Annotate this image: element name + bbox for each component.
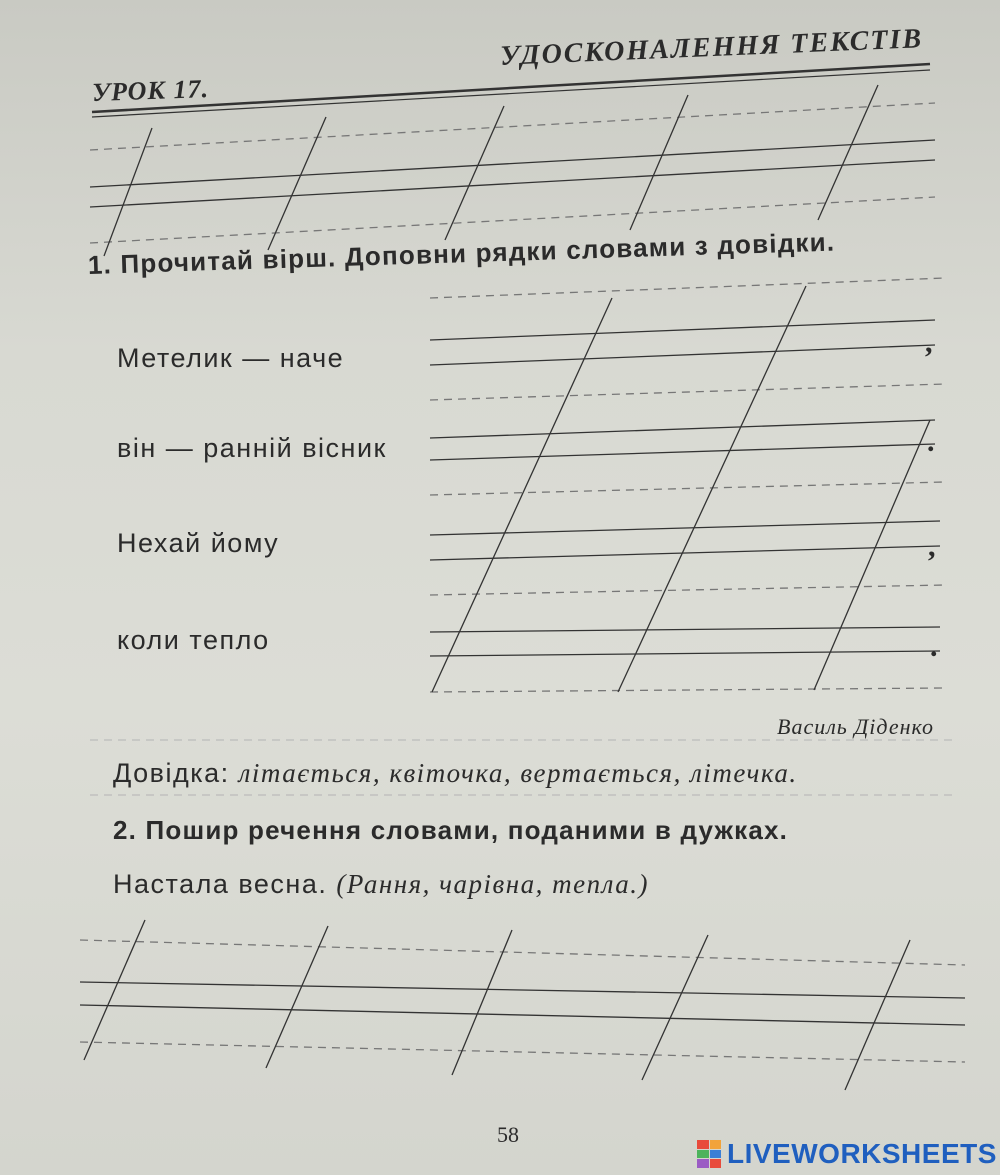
page-number: 58 — [497, 1122, 519, 1147]
hint-label: Довідка: — [113, 758, 230, 788]
task2-sentence-line — [113, 869, 649, 900]
poem-punct-3: , — [928, 530, 936, 563]
task2-sentence: Настала весна. — [113, 869, 328, 899]
poem-punct-2: . — [927, 425, 935, 458]
poem-line-3: Нехай йому — [117, 528, 280, 558]
task2-title: 2. Пошир речення словами, поданими в дужках. — [113, 815, 789, 845]
lesson-number: УРОК 17. — [91, 73, 210, 108]
poem-punct-1: , — [925, 326, 933, 359]
poem-punct-4: . — [930, 630, 938, 663]
poem-author: Василь Діденко — [777, 714, 934, 739]
liveworksheets-text: LIVEWORKSHEETS — [727, 1138, 997, 1169]
poem-line-1: Метелик — наче — [117, 343, 345, 373]
section-title: УДОСКОНАЛЕННЯ ТЕКСТІВ — [499, 23, 924, 72]
liveworksheets-logo-icon — [697, 1140, 721, 1168]
task1-title: 1. Прочитай вірш. Доповни рядки словами з довідки. — [87, 226, 836, 280]
poem-line-2: він — ранній вісник — [117, 433, 387, 463]
task2-words: (Рання, чарівна, тепла.) — [336, 869, 649, 899]
hint-words: літається, квіточка, вертається, літечка. — [238, 758, 798, 788]
hint-line — [113, 758, 798, 789]
liveworksheets-logo — [697, 1138, 997, 1170]
poem-line-4: коли тепло — [117, 625, 270, 655]
